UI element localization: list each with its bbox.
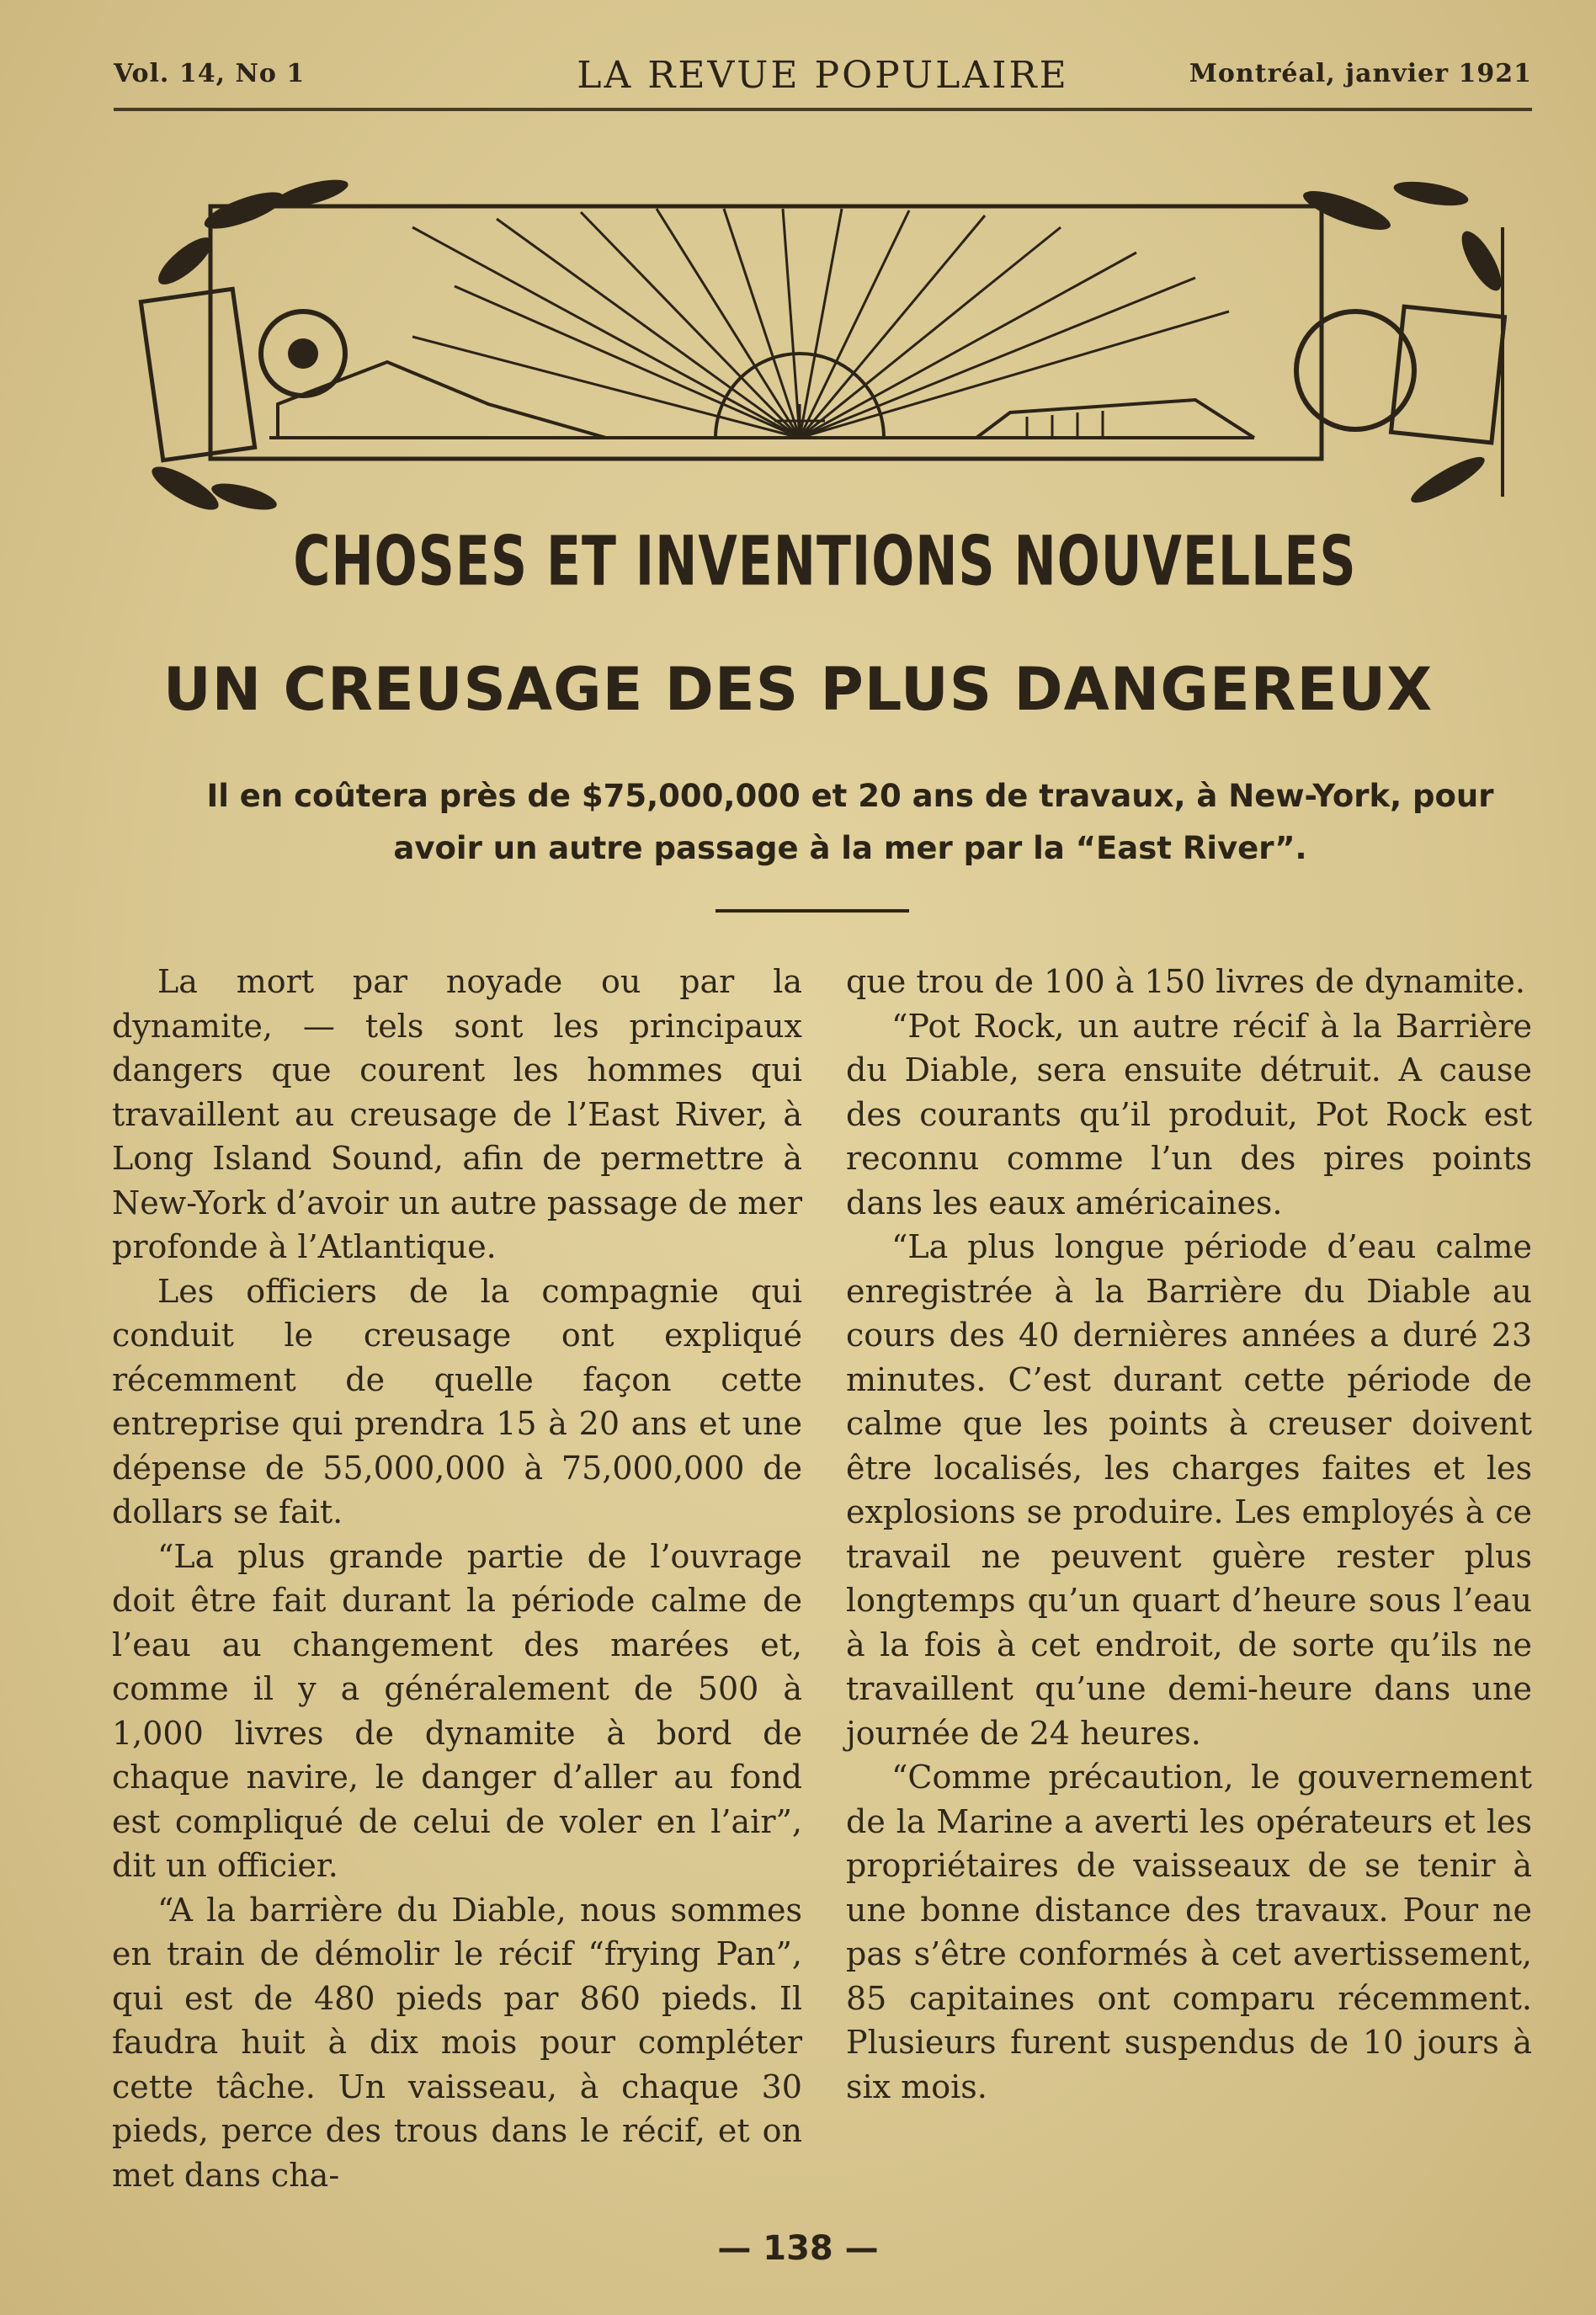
publication-name: LA REVUE POPULAIRE <box>577 54 1069 97</box>
paragraph: “La plus grande partie de l’ouvrage doit être fait durant la période calme de l’eau au changement des marées et, comme il y a généralement de 500 à 1,000 livres de dynamite à bord de chaque navire, le danger d’aller au fond est compliqué de celui de voler en l’air”, dit un officier. <box>112 1537 802 1884</box>
left-column <box>112 960 802 2197</box>
paragraph: Les officiers de la compagnie qui conduit le creusage ont expliqué récemment de quelle façon cette entreprise qui prendra 15 à 20 ans et une dépense de 55,000,000 à 75,000,000 de dollars se fait. <box>112 1272 802 1530</box>
article-headline: UN CREUSAGE DES PLUS DANGEREUX <box>162 655 1434 724</box>
sunrise-illustration <box>135 160 1515 514</box>
volume-number: Vol. 14, No 1 <box>114 59 306 88</box>
right-column <box>846 960 1532 2109</box>
paragraph: “Comme précaution, le gouvernement de la Marine a averti les opérateurs et les propriétaires de vaisseaux de se tenir à une bonne distance des travaux. Pour ne pas s’être conformés à cet avertissement, 85 capitaines ont comparu récemment. Plusieurs furent suspendus de 10 jours à six mois. <box>846 1759 1532 2105</box>
title-divider <box>716 909 909 913</box>
article-subheadline: Il en coûtera près de $75,000,000 et 20 ans de travaux, à New-York, pour avoir un autre passage à la mer par la “East River”. <box>206 778 1494 866</box>
running-head <box>114 52 1532 103</box>
section-title: CHOSES ET INVENTIONS NOUVELLES <box>293 522 1357 602</box>
paragraph: “La plus longue période d’eau calme enregistrée à la Barrière du Diable au cours des 40 dernières années a duré 23 minutes. C’est durant cette période de calme que les points à creuser doivent être localisés, les charges faites et les explosions se produire. Les employés à ce travail ne peuvent guère rester plus longtemps qu’un quart d’heure sous l’eau à la fois à cet endroit, de sorte qu’ils ne travaillent qu’une demi-heure dans une journée de 24 heures. <box>846 1228 1532 1752</box>
paragraph: “Pot Rock, un autre récif à la Barrière du Diable, sera ensuite détruit. A cause des courants qu’il produit, Pot Rock est reconnu comme l’un des pires points dans les eaux américaines. <box>846 1007 1532 1221</box>
section-banner <box>135 160 1515 602</box>
header-rule <box>114 108 1532 111</box>
dateline: Montréal, janvier 1921 <box>1189 59 1532 88</box>
paragraph: La mort par noyade ou par la dynamite, — tels sont les principaux dangers que courent les hommes qui travaillent au creusage de l’East River, à Long Island Sound, afin de permettre à New-York d’avoir un autre passage de mer profonde à l’Atlantique. <box>112 963 802 1265</box>
paragraph-continuation: que trou de 100 à 150 livres de dynamite. <box>846 963 1525 1000</box>
page-number: — 138 — <box>717 2229 879 2268</box>
paragraph: “A la barrière du Diable, nous sommes en train de démolir le récif “frying Pan”, qui est de 480 pieds par 860 pieds. Il faudra huit à dix mois pour compléter cette tâche. Un vaisseau, à chaque 30 pieds, perce des trous dans le récif, et on met dans cha- <box>112 1891 802 2194</box>
